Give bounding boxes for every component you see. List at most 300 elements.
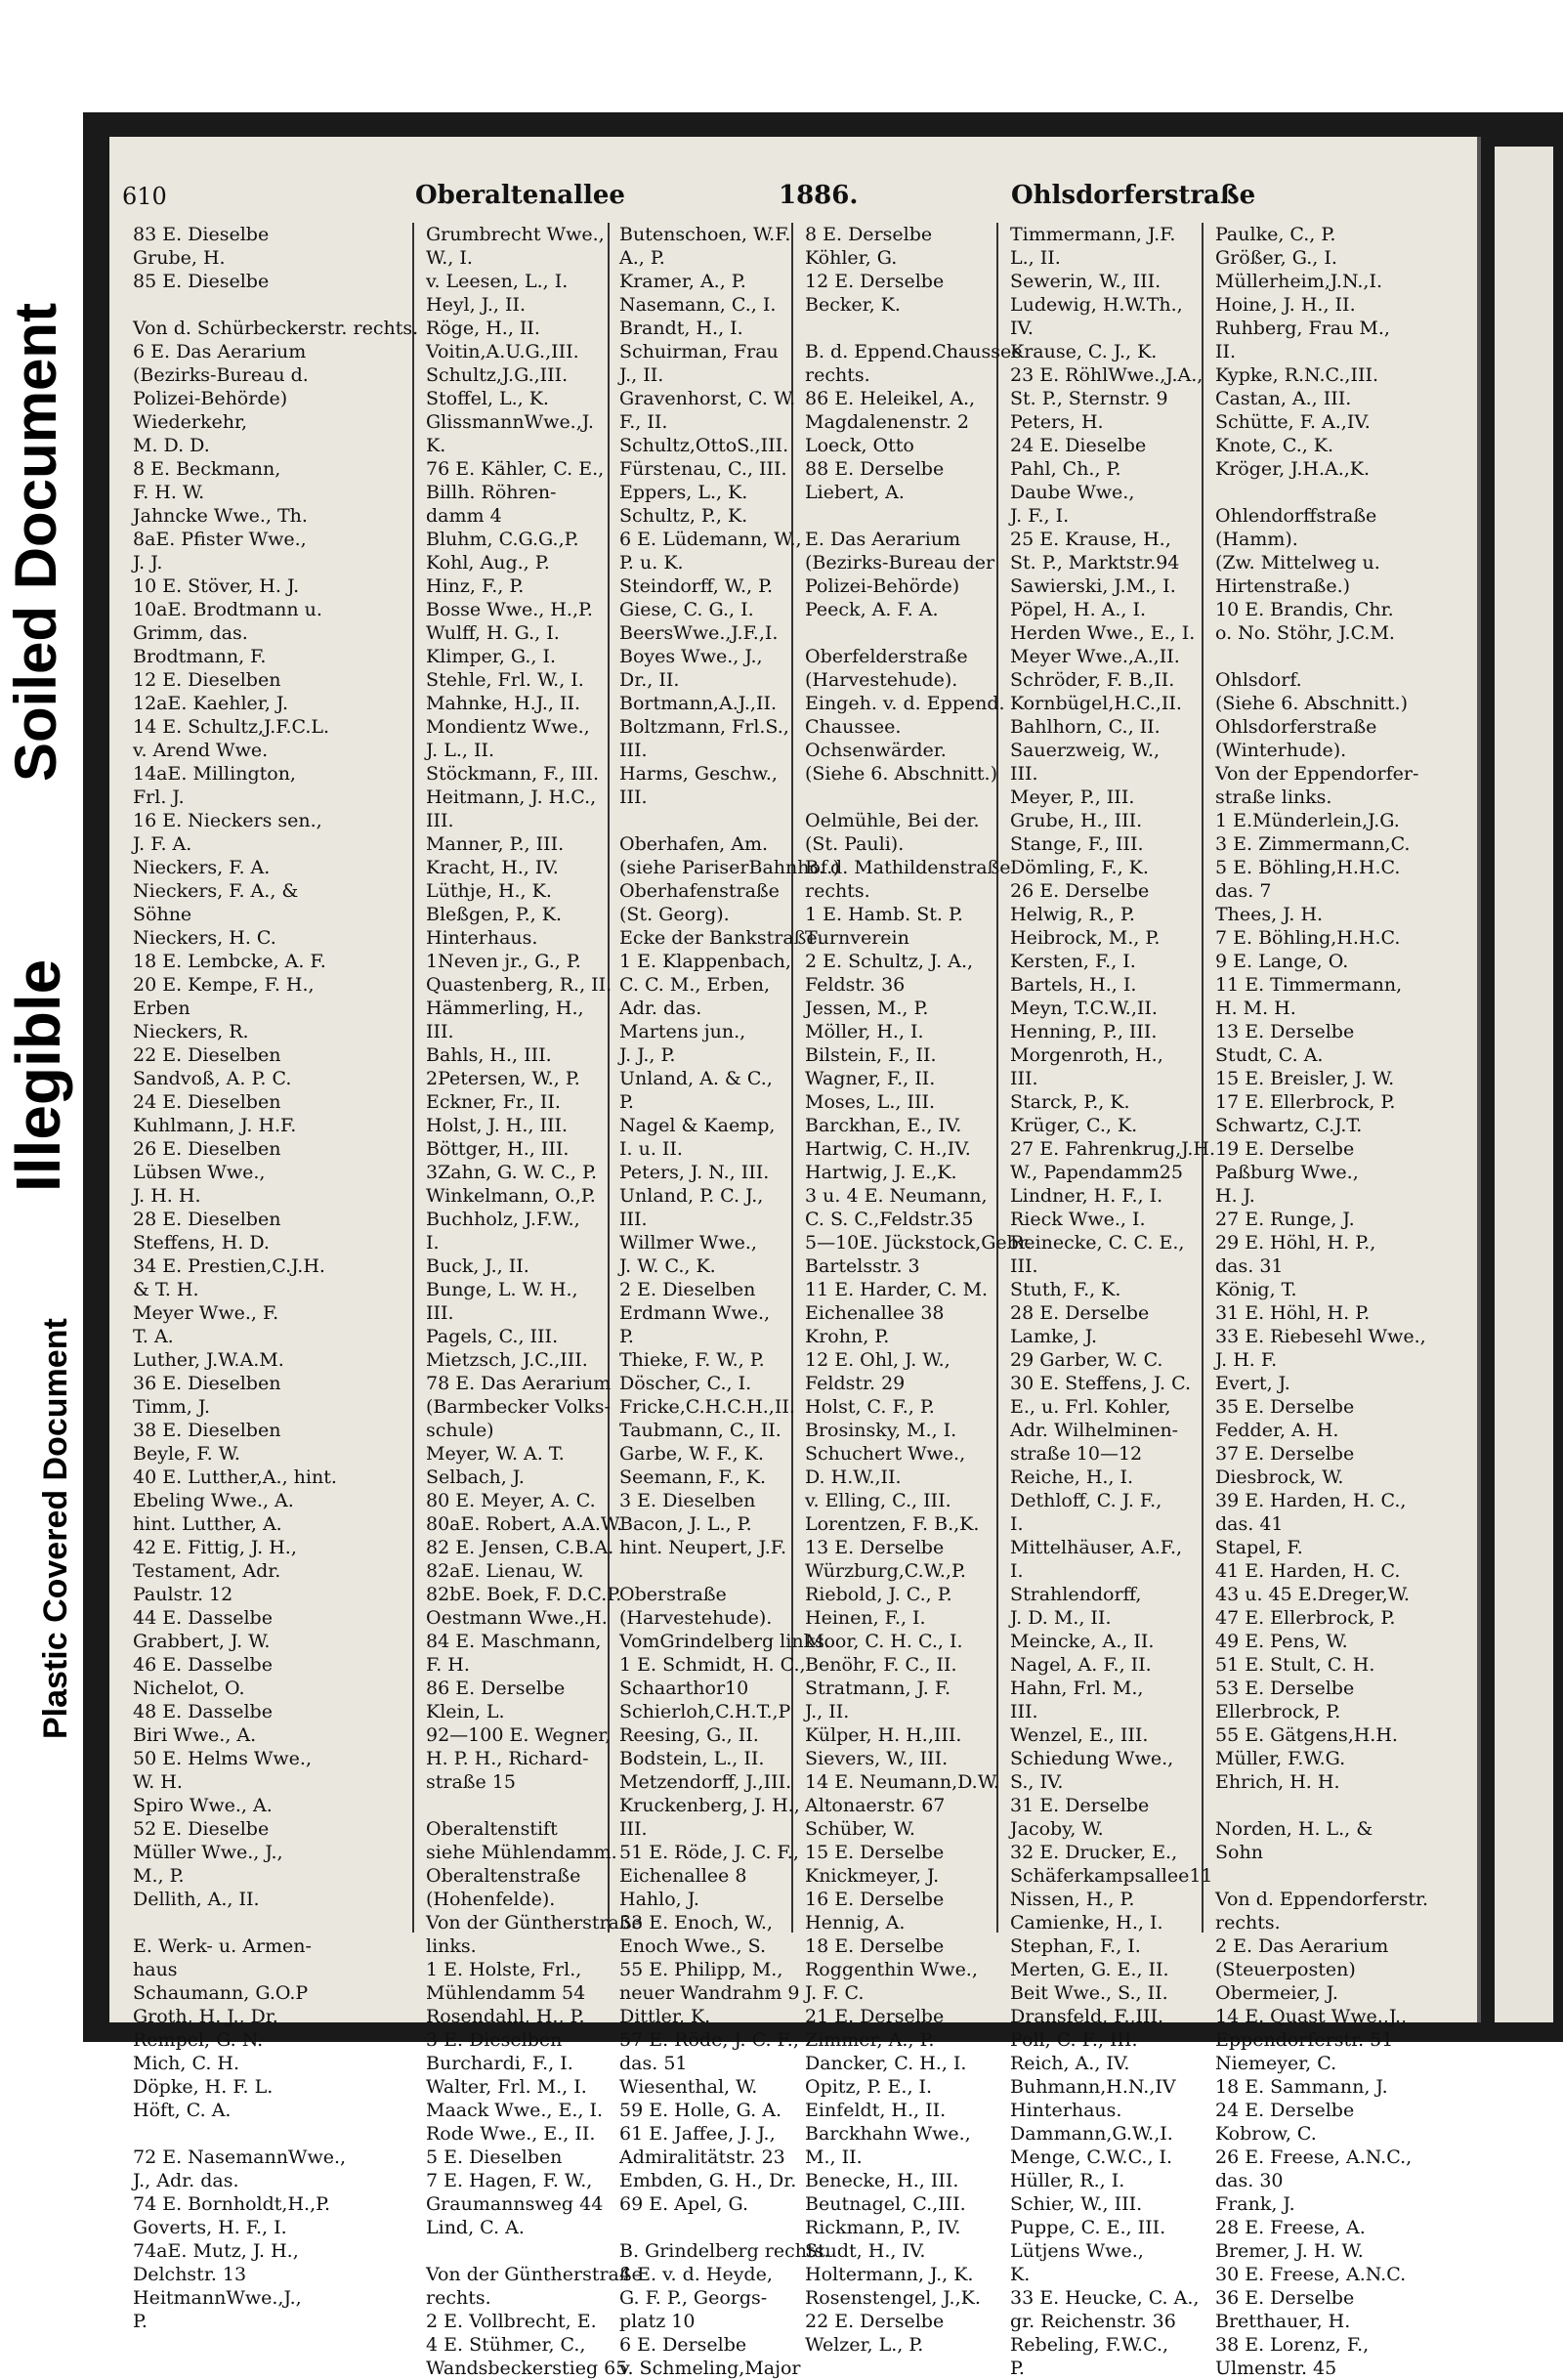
directory-line: 6 E. Lüdemann, W., (619, 529, 802, 550)
directory-line: 8 E. Derselbe (805, 224, 933, 245)
directory-line: 21 E. Derselbe (805, 2006, 945, 2027)
directory-line: B. Grindelberg rechts. (619, 2240, 830, 2262)
directory-line: Sauerzweig, W., (1010, 740, 1161, 761)
directory-line: 35 E. Derselbe (1215, 1396, 1355, 1418)
directory-line: P. (619, 1326, 634, 1347)
directory-line: Eichenallee 38 (805, 1302, 945, 1324)
directory-line: v. Elling, C., III. (805, 1490, 951, 1511)
directory-line: Welzer, L., P. (805, 2334, 924, 2356)
directory-line: Knickmeyer, J. (805, 1865, 940, 1887)
directory-line (805, 317, 993, 340)
soiled-label: Soiled Document (3, 302, 68, 782)
directory-line: Mietzsch, J.C.,III. (426, 1349, 588, 1371)
directory-line: C. S. C.,Feldstr.35 (805, 1209, 974, 1230)
directory-line: 12 E. Ohl, J. W., (805, 1349, 950, 1371)
directory-line: platz 10 (619, 2311, 696, 2332)
directory-line: P. (133, 2311, 148, 2332)
directory-line: Kersten, F., I. (1010, 951, 1136, 972)
directory-line: Stöckmann, F., III. (426, 763, 600, 785)
directory-line: 30 E. Freese, A.N.C. (1215, 2264, 1407, 2285)
directory-line: 20 E. Kempe, F. H., (133, 974, 315, 996)
directory-line: 22 E. Dieselben (133, 1044, 281, 1066)
directory-line: Schultz, P., K. (619, 505, 748, 527)
directory-line: Pagels, C., III. (426, 1326, 559, 1347)
directory-line: Maack Wwe., E., I. (426, 2100, 603, 2121)
directory-line: Nasemann, C., I. (619, 294, 777, 316)
directory-line: Dellith, A., II. (133, 1889, 260, 1910)
directory-line (133, 2122, 408, 2146)
directory-line: Meyer Wwe., F. (133, 1302, 279, 1324)
directory-line: Stuth, F., K. (1010, 1279, 1121, 1300)
directory-line: Heyl, J., II. (426, 294, 527, 316)
directory-line: 5 E. Böhling,H.H.C. (1215, 857, 1401, 878)
directory-line: VomGrindelberg links. (619, 1631, 830, 1652)
directory-line: 27 E. Runge, J. (1215, 1209, 1355, 1230)
directory-line: Diesbrock, W. (1215, 1466, 1344, 1488)
directory-line: Jacoby, W. (1010, 1818, 1104, 1840)
directory-line (619, 1559, 787, 1583)
directory-line: Willmer Wwe., (619, 1232, 757, 1254)
directory-line: Hirtenstraße.) (1215, 575, 1351, 597)
directory-line: J. J., P. (619, 1044, 676, 1066)
directory-line: Hinterhaus. (426, 927, 538, 949)
directory-line: 69 E. Apel, G. (619, 2193, 748, 2215)
directory-line: Bosse Wwe., H.,P. (426, 599, 593, 620)
directory-line: 74aE. Mutz, J. H., (133, 2240, 299, 2262)
directory-line: Barckhan, E., IV. (805, 1115, 962, 1136)
illegible-label: Illegible (3, 958, 73, 1192)
directory-line: rechts. (805, 364, 870, 386)
directory-line: Oberstraße (619, 1584, 727, 1605)
directory-line: 24 E. Dieselbe (1010, 435, 1147, 456)
directory-line: Fürstenau, C., III. (619, 458, 787, 480)
directory-line: Altonaerstr. 67 (805, 1795, 946, 1816)
directory-line: 32 E. Drucker, E., (1010, 1842, 1178, 1863)
directory-line: Bortmann,A.J.,II. (619, 693, 778, 714)
directory-line: 86 E. Derselbe (426, 1678, 566, 1699)
directory-line: Admiralitätstr. 23 (619, 2146, 785, 2168)
directory-line: Eckner, Fr., II. (426, 1091, 561, 1113)
directory-line: Dittler, K. (619, 2006, 711, 2027)
directory-line: Winkelmann, O.,P. (426, 1185, 596, 1207)
directory-line: 14 E. Neumann,D.W. (805, 1771, 999, 1793)
directory-line (1215, 1864, 1442, 1888)
directory-line: 34 E. Prestien,C.J.H. (133, 1255, 325, 1277)
directory-line: Holst, C. F., P. (805, 1396, 935, 1418)
directory-line: Döpke, H. F. L. (133, 2076, 274, 2098)
directory-line: 16 E. Nieckers sen., (133, 810, 322, 831)
directory-line: Herden Wwe., E., I. (1010, 622, 1196, 644)
directory-line: Poll, C. F., III. (1010, 2029, 1138, 2051)
directory-line: Holtermann, J., K. (805, 2264, 974, 2285)
directory-line: 1 E. Schmidt, H. C., (619, 1654, 806, 1676)
directory-line: 36 E. Derselbe (1215, 2287, 1355, 2309)
directory-line: gr. Reichenstr. 36 (1010, 2311, 1176, 2332)
directory-line: St. P., Sternstr. 9 (1010, 388, 1168, 409)
directory-line: Ohlsdorferstraße (1215, 716, 1377, 738)
directory-line: Rosendahl, H., P. (426, 2006, 585, 2027)
directory-line: 13 E. Derselbe (1215, 1021, 1355, 1042)
directory-line: Nieckers, F. A. (133, 857, 271, 878)
plastic-label: Plastic Covered Document (37, 1318, 74, 1739)
directory-line: 72 E. NasemannWwe., (133, 2146, 347, 2168)
directory-line: Fricke,C.H.C.H.,II. (619, 1396, 795, 1418)
directory-line: Rebeling, F.W.C., (1010, 2334, 1169, 2356)
directory-line: E. Werk- u. Armen- (133, 1935, 312, 1957)
directory-line: Feldstr. 36 (805, 974, 906, 996)
directory-line: J., II. (805, 1701, 850, 1722)
directory-line: Pöpel, H. A., I. (1010, 599, 1147, 620)
directory-line: damm 4 (426, 505, 502, 527)
directory-line: Nagel & Kaemp, (619, 1115, 776, 1136)
directory-line: Schröder, F. B.,II. (1010, 669, 1175, 691)
directory-line: G. F. P., Georgs- (619, 2287, 768, 2309)
header-year: 1886. (779, 181, 859, 210)
directory-line: Ohlsdorf. (1215, 669, 1302, 691)
directory-line: 83 E. Dieselbe (133, 224, 270, 245)
directory-line: 38 E. Dieselben (133, 1420, 281, 1441)
directory-line: Rieck Wwe., I. (1010, 1209, 1146, 1230)
directory-line: 80aE. Robert, A.A.W. (426, 1513, 623, 1535)
column-4 (801, 223, 1032, 2356)
directory-line: Bartels, H., I. (1010, 974, 1137, 996)
directory-line: Schiedung Wwe., (1010, 1748, 1174, 1769)
directory-line: Dömling, F., K. (1010, 857, 1149, 878)
directory-line: K. (426, 435, 446, 456)
directory-line: I. (426, 1232, 440, 1254)
directory-line: 7 E. Böhling,H.H.C. (1215, 927, 1401, 949)
directory-line: P. (1010, 2358, 1025, 2379)
directory-line: Kruckenberg, J. H., (619, 1795, 800, 1816)
directory-line: J. F. C. (805, 1982, 865, 2004)
directory-line: Köhler, G. (805, 247, 898, 269)
header-left-street: Oberaltenallee (415, 181, 625, 210)
directory-line: Meyer, P., III. (1010, 786, 1135, 808)
directory-line: 1Neven jr., G., P. (426, 951, 581, 972)
directory-line: Oelmühle, Bei der. (805, 810, 980, 831)
directory-line: 26 E. Derselbe (1010, 880, 1150, 902)
directory-line: 31 E. Höhl, H. P. (1215, 1302, 1371, 1324)
directory-line: Sievers, W., III. (805, 1748, 949, 1769)
directory-line: Dethloff, C. J. F., (1010, 1490, 1162, 1511)
directory-line: 8 E. Beckmann, (133, 458, 281, 480)
directory-line: Barckhahn Wwe., (805, 2123, 971, 2145)
directory-line: Von der Eppendorfer- (1215, 763, 1419, 785)
directory-line: I. u. II. (619, 1138, 683, 1160)
directory-line: 10 E. Brandis, Chr. (1215, 599, 1394, 620)
directory-line: (Harvestehude). (805, 669, 958, 691)
directory-line: das. 41 (1215, 1513, 1284, 1535)
directory-line: 12 E. Derselbe (805, 271, 945, 292)
directory-line: Bluhm, C.G.G.,P. (426, 529, 579, 550)
directory-line: 6 E. Derselbe (619, 2334, 747, 2356)
directory-line: J. F., I. (1010, 505, 1070, 527)
directory-line: links. (426, 1935, 477, 1957)
directory-line: Paßburg Wwe., (1215, 1162, 1359, 1183)
directory-line: 15 E. Breisler, J. W. (1215, 1068, 1395, 1089)
directory-line: Rosenstengel, J.,K. (805, 2287, 981, 2309)
directory-line: Hämmerling, H., (426, 998, 584, 1019)
directory-line: o. No. Stöhr, J.C.M. (1215, 622, 1395, 644)
directory-line: Bahls, H., III. (426, 1044, 552, 1066)
directory-line: Erben (133, 998, 190, 1019)
directory-line: Kracht, H., IV. (426, 857, 559, 878)
directory-line: Bahlhorn, C., II. (1010, 716, 1161, 738)
directory-line: siehe Mühlendamm. (426, 1842, 617, 1863)
directory-line: 51 E. Röde, J. C. F., (619, 1842, 799, 1863)
directory-line (1215, 481, 1442, 504)
directory-line: Studt, C. A. (1215, 1044, 1324, 1066)
directory-line: Groth, H. J., Dr. (133, 2006, 278, 2027)
directory-line: J. F. A. (133, 833, 192, 855)
directory-line: Oberaltenstift (426, 1818, 558, 1840)
directory-line: Bremer, J. H. W. (1215, 2240, 1364, 2262)
directory-line: 53 E. Enoch, W., (619, 1912, 773, 1934)
directory-line: 39 E. Harden, H. C., (1215, 1490, 1407, 1511)
directory-line: Stratmann, J. F. (805, 1678, 951, 1699)
directory-line: Hüller, R., I. (1010, 2170, 1125, 2191)
directory-line: P. u. K. (619, 552, 684, 574)
directory-line: 5—10E. Jückstock,Gebr. (805, 1232, 1032, 1254)
directory-line: Peters, H. (1010, 411, 1104, 433)
directory-line: Grumbrecht Wwe., (426, 224, 605, 245)
directory-line: Buhmann,H.N.,IV (1010, 2076, 1176, 2098)
directory-line: H. P. H., Richard- (426, 1748, 589, 1769)
directory-line: Heitmann, J. H.C., (426, 786, 597, 808)
directory-line: Hoine, J. H., II. (1215, 294, 1356, 316)
directory-line: III. (619, 1818, 648, 1840)
directory-line: 44 E. Dasselbe (133, 1607, 273, 1629)
directory-line: Wagner, F., II. (805, 1068, 936, 1089)
directory-line: Billh. Röhren- (426, 482, 557, 503)
directory-line: Grabbert, J. W. (133, 1631, 271, 1652)
directory-line: 36 E. Dieselben (133, 1373, 281, 1394)
directory-line: Meyer, W. A. T. (426, 1443, 565, 1465)
directory-line: Hinz, F., P. (426, 575, 525, 597)
directory-line: 24 E. Derselbe (1215, 2100, 1355, 2121)
directory-line: Oberhafen, Am. (619, 833, 768, 855)
directory-line: III. (426, 1302, 454, 1324)
directory-line: Brodtmann, F. (133, 646, 267, 667)
directory-line: Starck, P., K. (1010, 1091, 1130, 1113)
directory-line: 82 E. Jensen, C.B.A. (426, 1537, 614, 1558)
directory-line: Wulff, H. G., I. (426, 622, 560, 644)
directory-line: Ebeling Wwe., A. (133, 1490, 294, 1511)
directory-line: 82aE. Lienau, W. (426, 1560, 584, 1582)
directory-line: Schultz,J.G.,III. (426, 364, 569, 386)
directory-line: 14aE. Millington, (133, 763, 296, 785)
directory-line: 18 E. Derselbe (805, 1935, 945, 1957)
directory-line: Ecke der Bankstraße. (619, 927, 824, 949)
directory-line: IV. (1010, 318, 1034, 339)
directory-line: Lütjens Wwe., (1010, 2240, 1144, 2262)
directory-line: Nieckers, R. (133, 1021, 249, 1042)
directory-line: Meincke, A., II. (1010, 1631, 1155, 1652)
directory-line: Helwig, R., P. (1010, 904, 1135, 925)
directory-line: 10aE. Brodtmann u. (133, 599, 322, 620)
directory-line: E. Das Aerarium (805, 529, 961, 550)
directory-line: HeitmannWwe.,J., (133, 2287, 302, 2309)
directory-line: Von d. Eppendorferstr. (1215, 1889, 1429, 1910)
directory-line: 1 E. Holste, Frl., (426, 1959, 582, 1980)
directory-line: Einfeldt, H., II. (805, 2100, 947, 2121)
directory-line: J. H. H. (133, 1185, 201, 1207)
directory-line: Eichenallee 8 (619, 1865, 747, 1887)
directory-line: 29 E. Höhl, H. P., (1215, 1232, 1376, 1254)
directory-line: (St. Pauli). (805, 833, 905, 855)
directory-line: Schütte, F. A.,IV. (1215, 411, 1371, 433)
directory-line: Timm, J. (133, 1396, 211, 1418)
directory-line: Gravenhorst, C. W. (619, 388, 796, 409)
directory-line: Beutnagel, C.,III. (805, 2193, 966, 2215)
directory-line: schule) (426, 1420, 494, 1441)
directory-line: Castan, A., III. (1215, 388, 1352, 409)
directory-line: 51 E. Stult, C. H. (1215, 1654, 1375, 1676)
directory-line: neuer Wandrahm 9 (619, 1982, 800, 2004)
directory-line: Bodstein, L., II. (619, 1748, 765, 1769)
directory-line: Sohn (1215, 1842, 1263, 1863)
directory-line: das. 31 (1215, 1255, 1284, 1277)
directory-line: Giese, C. G., I. (619, 599, 754, 620)
directory-line: Söhne (133, 904, 192, 925)
directory-line: 2Petersen, W., P. (426, 1068, 580, 1089)
directory-line: Paulstr. 12 (133, 1584, 233, 1605)
directory-line: Manner, P., III. (426, 833, 565, 855)
directory-line: Beyle, F. W. (133, 1443, 240, 1465)
directory-line: Pahl, Ch., P. (1010, 458, 1121, 480)
directory-line: 55 E. Gätgens,H.H. (1215, 1724, 1398, 1746)
directory-line: BeersWwe.,J.F.,I. (619, 622, 779, 644)
directory-line: Goverts, H. F., I. (133, 2217, 287, 2238)
directory-line: III. (426, 1021, 454, 1042)
directory-line: (Siehe 6. Abschnitt.) (1215, 693, 1408, 714)
directory-line: III. (1010, 1068, 1038, 1089)
directory-line: Kuhlmann, J. H.F. (133, 1115, 297, 1136)
directory-line: Krüger, C., K. (1010, 1115, 1138, 1136)
directory-line: Ohlendorffstraße (1215, 505, 1377, 527)
directory-line: Schierloh,C.H.T.,P (619, 1701, 791, 1722)
directory-line: S., IV. (1010, 1771, 1064, 1793)
directory-line: 53 E. Derselbe (1215, 1678, 1355, 1699)
directory-line: 48 E. Dasselbe (133, 1701, 273, 1722)
directory-line: Peeck, A. F. A. (805, 599, 939, 620)
directory-line: 29 Garber, W. C. (1010, 1349, 1163, 1371)
directory-line: E., u. Frl. Kohler, (1010, 1396, 1171, 1418)
directory-line: 38 E. Lorenz, F., (1215, 2334, 1370, 2356)
directory-line: 12aE. Kaehler, J. (133, 693, 289, 714)
directory-line: Bunge, L. W. H., (426, 1279, 578, 1300)
directory-line: Eingeh. v. d. Eppend. (805, 693, 1005, 714)
directory-line: Riebold, J. C., P. (805, 1584, 952, 1605)
column-5 (1006, 223, 1216, 2379)
directory-line: Thees, J. H. (1215, 904, 1324, 925)
directory-line: 8aE. Pfister Wwe., (133, 529, 307, 550)
directory-line: Quastenberg, R., II. (426, 974, 613, 996)
directory-line: Reinecke, C. C. E., (1010, 1232, 1185, 1254)
directory-line: Müller Wwe., J., (133, 1842, 283, 1863)
directory-line: Holst, J. H., III. (426, 1115, 569, 1136)
directory-line: Turnverein (805, 927, 909, 949)
directory-line: M., II. (805, 2146, 863, 2168)
directory-line: M. D. D. (133, 435, 210, 456)
directory-line: 18 E. Lembcke, A. F. (133, 951, 326, 972)
directory-line: 7 E. Hagen, F. W., (426, 2170, 593, 2191)
directory-line: III. (426, 810, 454, 831)
directory-line: 22 E. Derselbe (805, 2311, 945, 2332)
directory-line: 84 E. Maschmann, (426, 1631, 602, 1652)
directory-line: 2 E. Vollbrecht, E. (426, 2311, 597, 2332)
column-1 (129, 223, 419, 2332)
directory-line: Kornbügel,H.C.,II. (1010, 693, 1182, 714)
directory-line: Steindorff, W., P. (619, 575, 774, 597)
directory-line: F., II. (619, 411, 668, 433)
directory-line: Rode Wwe., E., II. (426, 2123, 596, 2145)
directory-line: hint. Neupert, J.F. (619, 1537, 787, 1558)
directory-line: Niemeyer, C. (1215, 2053, 1337, 2074)
directory-line: Röge, H., II. (426, 318, 540, 339)
directory-line: Von der Güntherstraße (426, 2264, 643, 2285)
directory-line: J. D. M., II. (1010, 1607, 1112, 1629)
directory-line: Schaumann, G.O.P (133, 1982, 309, 2004)
directory-line: Unland, A. & C., (619, 1068, 773, 1089)
directory-line: Müller, F.W.G. (1215, 1748, 1346, 1769)
directory-line: M., P. (133, 1865, 185, 1887)
directory-line: Benöhr, F. C., II. (805, 1654, 957, 1676)
directory-line: (Hohenfelde). (426, 1889, 556, 1910)
directory-line: Lorentzen, F. B.,K. (805, 1513, 980, 1535)
directory-line: Hartwig, C. H.,IV. (805, 1138, 971, 1160)
directory-line: Schüber, W. (805, 1818, 915, 1840)
directory-line: Frank, J. (1215, 2193, 1295, 2215)
directory-line: Roggenthin Wwe., (805, 1959, 978, 1980)
directory-line: 30 E. Steffens, J. C. (1010, 1373, 1191, 1394)
directory-line (619, 809, 787, 832)
directory-line: 1 E. Klappenbach, (619, 951, 791, 972)
directory-line: Ruhberg, Frau M., (1215, 318, 1390, 339)
directory-line: 11 E. Timmermann, (1215, 974, 1403, 996)
directory-line: J. L., II. (426, 740, 495, 761)
directory-line: Becker, K. (805, 294, 901, 316)
directory-line: hint. Lutther, A. (133, 1513, 282, 1535)
directory-line: III. (619, 786, 648, 808)
directory-line: (Harvestehude). (619, 1607, 773, 1629)
directory-line: 57 E. Röde, J. C. F., (619, 2029, 799, 2051)
directory-line: Eppers, L., K. (619, 482, 748, 503)
directory-line: Bacon, J. L., P. (619, 1513, 752, 1535)
directory-line: Norden, H. L., & (1215, 1818, 1373, 1840)
directory-line: (St. Georg). (619, 904, 730, 925)
directory-line: Oestmann Wwe.,H. (426, 1607, 608, 1629)
directory-line: 47 E. Ellerbrock, P. (1215, 1607, 1396, 1629)
directory-line: Hahlo, J. (619, 1889, 699, 1910)
directory-line: 74 E. Bornholdt,H.,P. (133, 2193, 331, 2215)
directory-line: III. (1010, 763, 1038, 785)
directory-line: Grimm, das. (133, 622, 248, 644)
directory-line: Buck, J., II. (426, 1255, 529, 1277)
directory-line: Buchholz, J.F.W., (426, 1209, 580, 1230)
directory-line: GlissmannWwe.,J. (426, 411, 594, 433)
directory-line: 31 E. Derselbe (1010, 1795, 1150, 1816)
directory-line: Müllerheim,J.N.,I. (1215, 271, 1382, 292)
directory-line: 2 E. Dieselben (619, 1279, 756, 1300)
directory-line: Ulmenstr. 45 (1215, 2358, 1337, 2379)
directory-line: 78 E. Das Aerarium (426, 1373, 612, 1394)
directory-line: Wiederkehr, (133, 411, 248, 433)
directory-line: Embden, G. H., Dr. (619, 2170, 797, 2191)
directory-line: 40 E. Lutther,A., hint. (133, 1466, 337, 1488)
directory-line: (Zw. Mittelweg u. (1215, 552, 1380, 574)
directory-line: Hinterhaus. (1010, 2100, 1122, 2121)
